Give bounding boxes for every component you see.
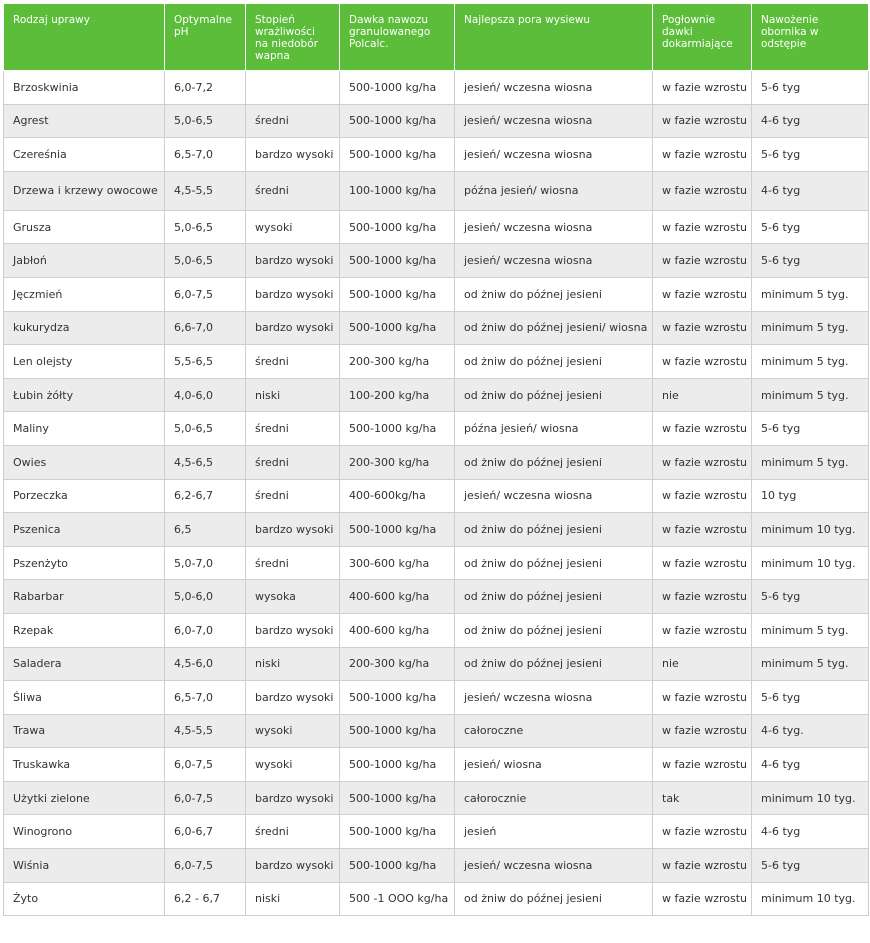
cell-top-dressing: w fazie wzrostu xyxy=(653,748,752,782)
cell-optimal-ph: 6,2-6,7 xyxy=(165,479,246,513)
cell-fertilizer-dose: 500-1000 kg/ha xyxy=(340,513,455,547)
cell-fertilizer-dose: 300-600 kg/ha xyxy=(340,546,455,580)
cell-fertilizer-dose: 500-1000 kg/ha xyxy=(340,412,455,446)
cell-lime-sensitivity: bardzo wysoki xyxy=(246,849,340,883)
cell-top-dressing: w fazie wzrostu xyxy=(653,815,752,849)
cell-top-dressing: w fazie wzrostu xyxy=(653,412,752,446)
cell-sowing-time: późna jesień/ wiosna xyxy=(455,412,653,446)
cell-crop-type: Pszenżyto xyxy=(4,546,165,580)
cell-fertilizer-dose: 400-600 kg/ha xyxy=(340,580,455,614)
cell-top-dressing: w fazie wzrostu xyxy=(653,311,752,345)
cell-manure-interval: 5-6 tyg xyxy=(752,244,869,278)
cell-manure-interval: 5-6 tyg xyxy=(752,681,869,715)
cell-lime-sensitivity: wysoki xyxy=(246,210,340,244)
cell-sowing-time: jesień/ wczesna wiosna xyxy=(455,849,653,883)
cell-top-dressing: tak xyxy=(653,781,752,815)
table-row xyxy=(4,546,869,580)
cell-top-dressing: w fazie wzrostu xyxy=(653,479,752,513)
cell-optimal-ph: 6,2 - 6,7 xyxy=(165,882,246,916)
cell-top-dressing: w fazie wzrostu xyxy=(653,277,752,311)
cell-fertilizer-dose: 500-1000 kg/ha xyxy=(340,815,455,849)
cell-lime-sensitivity: niski xyxy=(246,882,340,916)
cell-crop-type: Len olejsty xyxy=(4,345,165,379)
table-row xyxy=(4,210,869,244)
table-row xyxy=(4,412,869,446)
cell-crop-type: Truskawka xyxy=(4,748,165,782)
cell-manure-interval: minimum 5 tyg. xyxy=(752,277,869,311)
cell-crop-type: Agrest xyxy=(4,104,165,138)
cell-optimal-ph: 4,5-6,0 xyxy=(165,647,246,681)
cell-lime-sensitivity: bardzo wysoki xyxy=(246,613,340,647)
header-sowing-time: Najlepsza pora wysiewu xyxy=(455,4,653,71)
cell-optimal-ph: 5,0-7,0 xyxy=(165,546,246,580)
cell-fertilizer-dose: 500-1000 kg/ha xyxy=(340,311,455,345)
cell-top-dressing: w fazie wzrostu xyxy=(653,546,752,580)
cell-lime-sensitivity: bardzo wysoki xyxy=(246,311,340,345)
cell-crop-type: Śliwa xyxy=(4,681,165,715)
cell-fertilizer-dose: 500-1000 kg/ha xyxy=(340,138,455,172)
cell-optimal-ph: 5,0-6,5 xyxy=(165,412,246,446)
cell-sowing-time: od żniw do późnej jesieni xyxy=(455,345,653,379)
cell-fertilizer-dose: 500-1000 kg/ha xyxy=(340,210,455,244)
cell-lime-sensitivity xyxy=(246,71,340,105)
crop-fertilization-table xyxy=(3,3,869,916)
cell-lime-sensitivity: bardzo wysoki xyxy=(246,681,340,715)
cell-top-dressing: w fazie wzrostu xyxy=(653,445,752,479)
table-row xyxy=(4,479,869,513)
cell-sowing-time: jesień/ wczesna wiosna xyxy=(455,210,653,244)
header-top-dressing: Pogłownie dawki dokarmiające xyxy=(653,4,752,71)
header-row xyxy=(4,4,869,71)
cell-top-dressing: w fazie wzrostu xyxy=(653,104,752,138)
cell-sowing-time: od żniw do późnej jesieni/ wiosna xyxy=(455,311,653,345)
cell-optimal-ph: 6,6-7,0 xyxy=(165,311,246,345)
cell-manure-interval: 4-6 tyg xyxy=(752,104,869,138)
cell-lime-sensitivity: średni xyxy=(246,412,340,446)
cell-sowing-time: od żniw do późnej jesieni xyxy=(455,613,653,647)
cell-manure-interval: minimum 5 tyg. xyxy=(752,445,869,479)
cell-top-dressing: w fazie wzrostu xyxy=(653,210,752,244)
cell-lime-sensitivity: średni xyxy=(246,546,340,580)
table-header xyxy=(4,4,869,71)
cell-manure-interval: 10 tyg xyxy=(752,479,869,513)
cell-crop-type: Jęczmień xyxy=(4,277,165,311)
cell-top-dressing: w fazie wzrostu xyxy=(653,171,752,210)
cell-lime-sensitivity: niski xyxy=(246,647,340,681)
cell-manure-interval: minimum 5 tyg. xyxy=(752,647,869,681)
cell-optimal-ph: 6,0-7,2 xyxy=(165,71,246,105)
cell-top-dressing: w fazie wzrostu xyxy=(653,849,752,883)
crop-table-container xyxy=(3,3,868,916)
table-row xyxy=(4,244,869,278)
cell-manure-interval: 4-6 tyg xyxy=(752,171,869,210)
cell-sowing-time: jesień/ wczesna wiosna xyxy=(455,138,653,172)
table-row xyxy=(4,378,869,412)
cell-optimal-ph: 5,0-6,5 xyxy=(165,104,246,138)
cell-crop-type: Jabłoń xyxy=(4,244,165,278)
cell-manure-interval: 4-6 tyg xyxy=(752,748,869,782)
cell-fertilizer-dose: 500-1000 kg/ha xyxy=(340,104,455,138)
cell-crop-type: Rzepak xyxy=(4,613,165,647)
cell-crop-type: Porzeczka xyxy=(4,479,165,513)
cell-fertilizer-dose: 500-1000 kg/ha xyxy=(340,781,455,815)
cell-top-dressing: nie xyxy=(653,378,752,412)
cell-fertilizer-dose: 500-1000 kg/ha xyxy=(340,71,455,105)
cell-manure-interval: minimum 5 tyg. xyxy=(752,613,869,647)
cell-crop-type: Winogrono xyxy=(4,815,165,849)
table-row xyxy=(4,104,869,138)
table-row xyxy=(4,138,869,172)
cell-manure-interval: 4-6 tyg. xyxy=(752,714,869,748)
header-crop-type: Rodzaj uprawy xyxy=(4,4,165,71)
cell-crop-type: Saladera xyxy=(4,647,165,681)
cell-lime-sensitivity: bardzo wysoki xyxy=(246,513,340,547)
cell-lime-sensitivity: wysoka xyxy=(246,580,340,614)
cell-optimal-ph: 6,0-6,7 xyxy=(165,815,246,849)
cell-crop-type: Rabarbar xyxy=(4,580,165,614)
table-row xyxy=(4,71,869,105)
cell-crop-type: Trawa xyxy=(4,714,165,748)
cell-crop-type: Czereśnia xyxy=(4,138,165,172)
cell-manure-interval: 4-6 tyg xyxy=(752,815,869,849)
table-row xyxy=(4,882,869,916)
cell-manure-interval: minimum 5 tyg. xyxy=(752,378,869,412)
cell-fertilizer-dose: 200-300 kg/ha xyxy=(340,445,455,479)
cell-manure-interval: 5-6 tyg xyxy=(752,71,869,105)
cell-sowing-time: od żniw do późnej jesieni xyxy=(455,277,653,311)
table-row xyxy=(4,171,869,210)
cell-fertilizer-dose: 200-300 kg/ha xyxy=(340,345,455,379)
cell-manure-interval: minimum 10 tyg. xyxy=(752,882,869,916)
cell-sowing-time: jesień/ wczesna wiosna xyxy=(455,104,653,138)
cell-lime-sensitivity: średni xyxy=(246,104,340,138)
cell-crop-type: Drzewa i krzewy owocowe xyxy=(4,171,165,210)
cell-sowing-time: jesień/ wczesna wiosna xyxy=(455,71,653,105)
cell-optimal-ph: 6,0-7,5 xyxy=(165,849,246,883)
cell-top-dressing: w fazie wzrostu xyxy=(653,71,752,105)
cell-crop-type: Grusza xyxy=(4,210,165,244)
cell-optimal-ph: 5,0-6,5 xyxy=(165,244,246,278)
cell-fertilizer-dose: 500-1000 kg/ha xyxy=(340,849,455,883)
header-lime-sensitivity: Stopień wrażliwości na niedobór wapna xyxy=(246,4,340,71)
table-row xyxy=(4,580,869,614)
cell-sowing-time: jesień xyxy=(455,815,653,849)
cell-top-dressing: w fazie wzrostu xyxy=(653,345,752,379)
table-row xyxy=(4,748,869,782)
cell-manure-interval: minimum 10 tyg. xyxy=(752,513,869,547)
cell-fertilizer-dose: 400-600 kg/ha xyxy=(340,613,455,647)
cell-manure-interval: 5-6 tyg xyxy=(752,412,869,446)
cell-fertilizer-dose: 500-1000 kg/ha xyxy=(340,277,455,311)
cell-lime-sensitivity: średni xyxy=(246,171,340,210)
cell-sowing-time: od żniw do późnej jesieni xyxy=(455,445,653,479)
cell-sowing-time: od żniw do późnej jesieni xyxy=(455,882,653,916)
cell-lime-sensitivity: średni xyxy=(246,479,340,513)
cell-manure-interval: minimum 10 tyg. xyxy=(752,546,869,580)
cell-lime-sensitivity: średni xyxy=(246,345,340,379)
cell-lime-sensitivity: średni xyxy=(246,445,340,479)
cell-optimal-ph: 4,5-5,5 xyxy=(165,171,246,210)
cell-top-dressing: w fazie wzrostu xyxy=(653,613,752,647)
table-row xyxy=(4,513,869,547)
table-row xyxy=(4,849,869,883)
cell-crop-type: Użytki zielone xyxy=(4,781,165,815)
cell-lime-sensitivity: bardzo wysoki xyxy=(246,244,340,278)
table-row xyxy=(4,647,869,681)
table-row xyxy=(4,681,869,715)
cell-optimal-ph: 4,0-6,0 xyxy=(165,378,246,412)
header-fertilizer-dose: Dawka nawozu granulowanego Polcalc. xyxy=(340,4,455,71)
table-row xyxy=(4,714,869,748)
cell-top-dressing: w fazie wzrostu xyxy=(653,580,752,614)
cell-crop-type: Łubin żółty xyxy=(4,378,165,412)
cell-top-dressing: w fazie wzrostu xyxy=(653,714,752,748)
cell-lime-sensitivity: średni xyxy=(246,815,340,849)
cell-fertilizer-dose: 500-1000 kg/ha xyxy=(340,681,455,715)
cell-crop-type: Maliny xyxy=(4,412,165,446)
table-row xyxy=(4,311,869,345)
cell-sowing-time: jesień/ wczesna wiosna xyxy=(455,244,653,278)
cell-top-dressing: w fazie wzrostu xyxy=(653,513,752,547)
cell-manure-interval: 5-6 tyg xyxy=(752,210,869,244)
cell-optimal-ph: 6,0-7,0 xyxy=(165,613,246,647)
cell-manure-interval: minimum 5 tyg. xyxy=(752,345,869,379)
cell-crop-type: kukurydza xyxy=(4,311,165,345)
cell-top-dressing: w fazie wzrostu xyxy=(653,681,752,715)
cell-lime-sensitivity: wysoki xyxy=(246,714,340,748)
cell-top-dressing: nie xyxy=(653,647,752,681)
cell-sowing-time: jesień/ wczesna wiosna xyxy=(455,681,653,715)
table-body xyxy=(4,71,869,916)
cell-lime-sensitivity: bardzo wysoki xyxy=(246,138,340,172)
cell-optimal-ph: 6,0-7,5 xyxy=(165,781,246,815)
cell-optimal-ph: 5,0-6,5 xyxy=(165,210,246,244)
cell-optimal-ph: 6,0-7,5 xyxy=(165,748,246,782)
table-row xyxy=(4,445,869,479)
cell-fertilizer-dose: 500 -1 OOO kg/ha xyxy=(340,882,455,916)
cell-manure-interval: 5-6 tyg xyxy=(752,138,869,172)
header-optimal-ph: Optymalne pH xyxy=(165,4,246,71)
table-row xyxy=(4,781,869,815)
table-row xyxy=(4,277,869,311)
cell-crop-type: Wiśnia xyxy=(4,849,165,883)
cell-fertilizer-dose: 200-300 kg/ha xyxy=(340,647,455,681)
cell-sowing-time: całorocznie xyxy=(455,781,653,815)
cell-fertilizer-dose: 500-1000 kg/ha xyxy=(340,244,455,278)
cell-optimal-ph: 5,5-6,5 xyxy=(165,345,246,379)
cell-sowing-time: całoroczne xyxy=(455,714,653,748)
cell-manure-interval: 5-6 tyg xyxy=(752,580,869,614)
table-row xyxy=(4,613,869,647)
cell-crop-type: Żyto xyxy=(4,882,165,916)
table-row xyxy=(4,345,869,379)
cell-crop-type: Pszenica xyxy=(4,513,165,547)
table-row xyxy=(4,815,869,849)
cell-lime-sensitivity: bardzo wysoki xyxy=(246,277,340,311)
header-manure-interval: Nawożenie obornika w odstępie xyxy=(752,4,869,71)
cell-crop-type: Brzoskwinia xyxy=(4,71,165,105)
cell-manure-interval: 5-6 tyg xyxy=(752,849,869,883)
cell-sowing-time: od żniw do późnej jesieni xyxy=(455,647,653,681)
cell-optimal-ph: 4,5-6,5 xyxy=(165,445,246,479)
cell-fertilizer-dose: 100-1000 kg/ha xyxy=(340,171,455,210)
cell-sowing-time: od żniw do późnej jesieni xyxy=(455,546,653,580)
cell-sowing-time: od żniw do późnej jesieni xyxy=(455,513,653,547)
cell-fertilizer-dose: 500-1000 kg/ha xyxy=(340,714,455,748)
cell-optimal-ph: 6,0-7,5 xyxy=(165,277,246,311)
cell-sowing-time: jesień/ wczesna wiosna xyxy=(455,479,653,513)
cell-optimal-ph: 6,5-7,0 xyxy=(165,138,246,172)
cell-fertilizer-dose: 500-1000 kg/ha xyxy=(340,748,455,782)
cell-manure-interval: minimum 5 tyg. xyxy=(752,311,869,345)
cell-optimal-ph: 6,5-7,0 xyxy=(165,681,246,715)
cell-lime-sensitivity: wysoki xyxy=(246,748,340,782)
cell-manure-interval: minimum 10 tyg. xyxy=(752,781,869,815)
cell-lime-sensitivity: bardzo wysoki xyxy=(246,781,340,815)
cell-fertilizer-dose: 400-600kg/ha xyxy=(340,479,455,513)
cell-sowing-time: jesień/ wiosna xyxy=(455,748,653,782)
cell-top-dressing: w fazie wzrostu xyxy=(653,244,752,278)
cell-crop-type: Owies xyxy=(4,445,165,479)
cell-sowing-time: od żniw do późnej jesieni xyxy=(455,378,653,412)
cell-sowing-time: od żniw do późnej jesieni xyxy=(455,580,653,614)
cell-top-dressing: w fazie wzrostu xyxy=(653,882,752,916)
cell-optimal-ph: 6,5 xyxy=(165,513,246,547)
cell-top-dressing: w fazie wzrostu xyxy=(653,138,752,172)
cell-lime-sensitivity: niski xyxy=(246,378,340,412)
cell-sowing-time: późna jesień/ wiosna xyxy=(455,171,653,210)
cell-optimal-ph: 5,0-6,0 xyxy=(165,580,246,614)
cell-fertilizer-dose: 100-200 kg/ha xyxy=(340,378,455,412)
cell-optimal-ph: 4,5-5,5 xyxy=(165,714,246,748)
